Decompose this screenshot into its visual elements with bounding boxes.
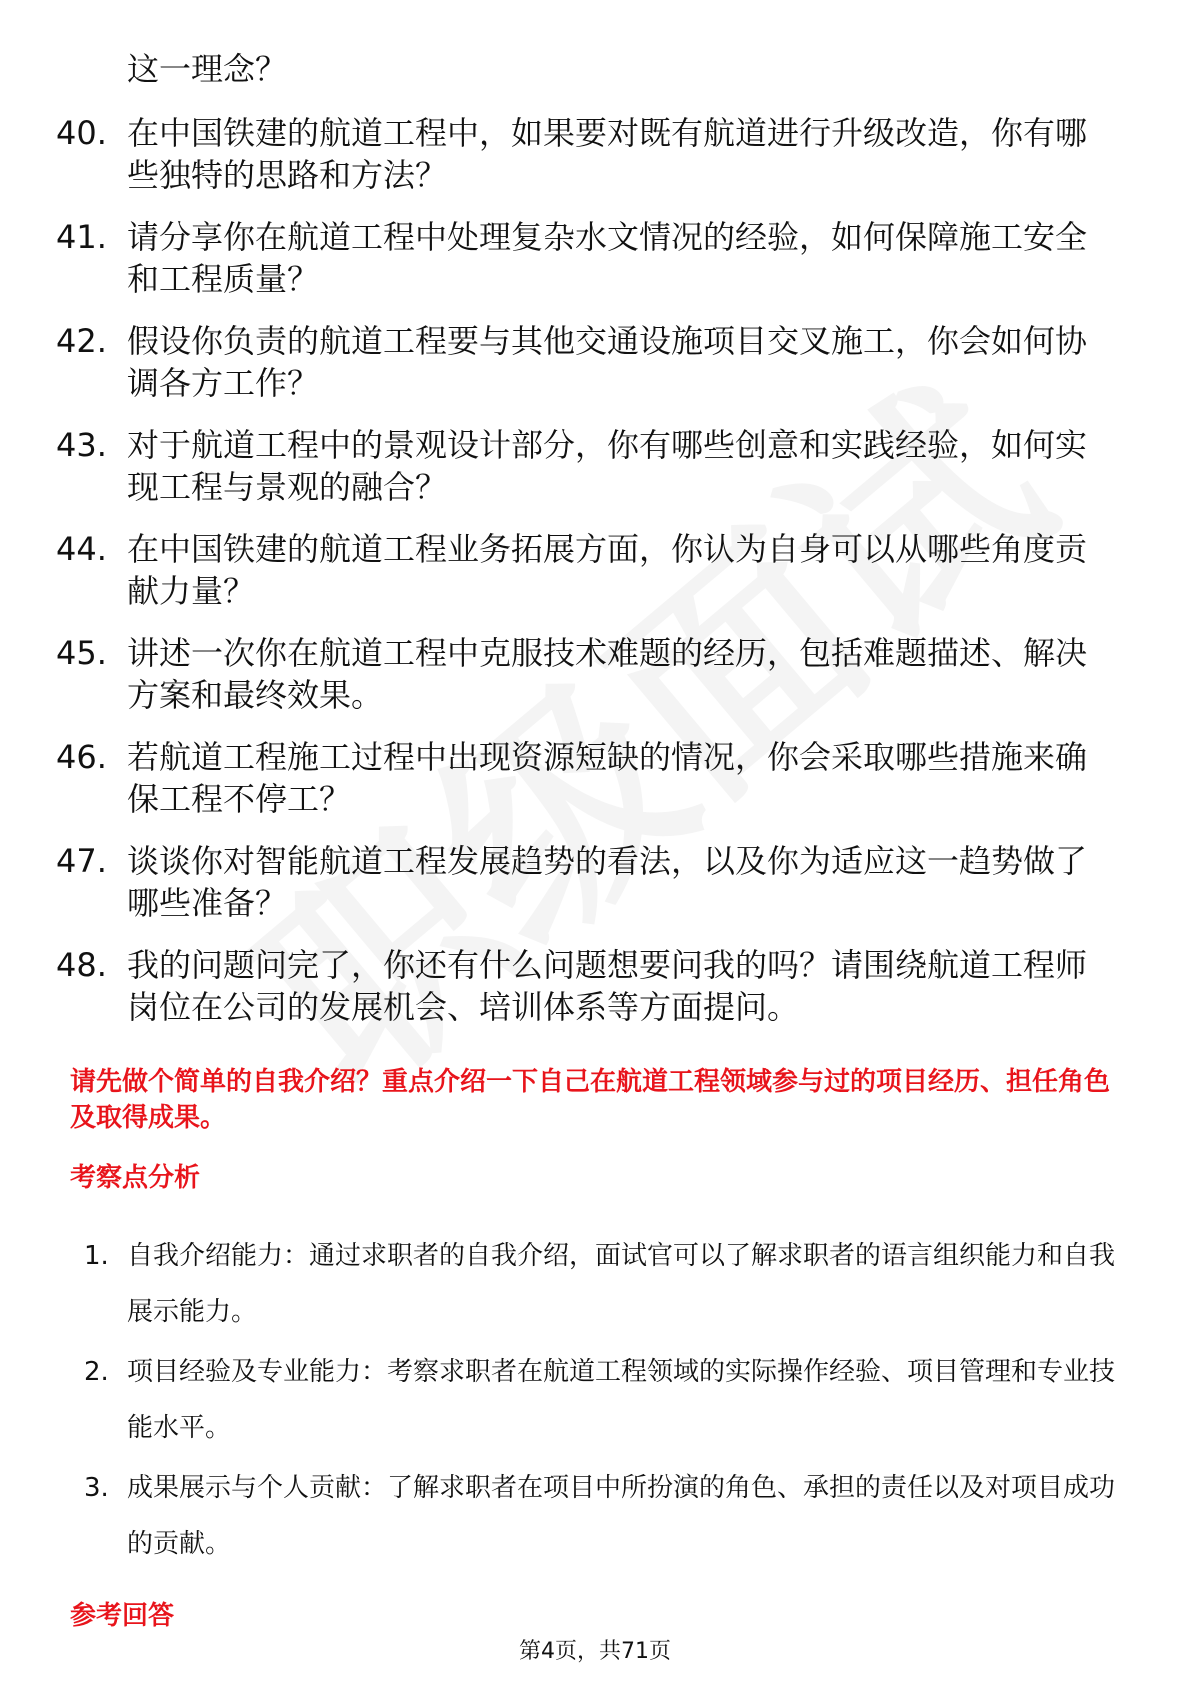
list-item — [56, 632, 1116, 716]
question-list — [56, 112, 1116, 1048]
list-item — [56, 320, 1116, 404]
question-text: 对于航道工程中的景观设计部分，你有哪些创意和实践经验，如何实现工程与景观的融合？ — [127, 426, 1088, 506]
question-text: 若航道工程施工过程中出现资源短缺的情况，你会采取哪些措施来确保工程不停工？ — [127, 738, 1088, 818]
intro-question-heading: 请先做个简单的自我介绍？重点介绍一下自己在航道工程领域参与过的项目经历、担任角色及取得成果。 — [70, 1067, 1111, 1133]
question-number: 42. — [56, 322, 107, 360]
analysis-number: 3. — [84, 1473, 109, 1503]
answer-title: 参考回答 — [70, 1601, 175, 1631]
continuation-text: 这一理念？ — [127, 50, 288, 88]
question-number: 40. — [56, 114, 107, 152]
analysis-text: 成果展示与个人贡献：了解求职者在项目中所扮演的角色、承担的责任以及对项目成功的贡献。 — [127, 1473, 1116, 1559]
list-item — [84, 1228, 1134, 1340]
question-number: 46. — [56, 738, 107, 776]
list-item — [56, 840, 1116, 924]
analysis-text: 自我介绍能力：通过求职者的自我介绍，面试官可以了解求职者的语言组织能力和自我展示能力。 — [127, 1241, 1116, 1327]
question-number: 41. — [56, 218, 107, 256]
question-number: 48. — [56, 946, 107, 984]
question-number: 47. — [56, 842, 107, 880]
analysis-title: 考察点分析 — [70, 1163, 201, 1193]
analysis-number: 2. — [84, 1357, 109, 1387]
list-item — [56, 424, 1116, 508]
list-item — [84, 1460, 1134, 1572]
question-text: 假设你负责的航道工程要与其他交通设施项目交叉施工，你会如何协调各方工作？ — [127, 322, 1088, 402]
list-item — [56, 216, 1116, 300]
question-text: 请分享你在航道工程中处理复杂水文情况的经验，如何保障施工安全和工程质量？ — [127, 218, 1088, 298]
list-item — [84, 1344, 1134, 1456]
list-item — [56, 112, 1116, 196]
analysis-text: 项目经验及专业能力：考察求职者在航道工程领域的实际操作经验、项目管理和专业技能水平。 — [127, 1357, 1116, 1443]
list-item — [56, 528, 1116, 612]
question-number: 44. — [56, 530, 107, 568]
question-number: 45. — [56, 634, 107, 672]
list-item — [56, 944, 1116, 1028]
page-footer: 第4页，共71页 — [519, 1639, 671, 1664]
analysis-number: 1. — [84, 1241, 109, 1271]
question-text: 谈谈你对智能航道工程发展趋势的看法，以及你为适应这一趋势做了哪些准备？ — [127, 842, 1088, 922]
analysis-list — [84, 1228, 1134, 1576]
question-number: 43. — [56, 426, 107, 464]
question-text: 我的问题问完了，你还有什么问题想要问我的吗？请围绕航道工程师岗位在公司的发展机会、培训体系等方面提问。 — [127, 946, 1088, 1026]
question-text: 在中国铁建的航道工程中，如果要对既有航道进行升级改造，你有哪些独特的思路和方法？ — [127, 114, 1088, 194]
question-text: 在中国铁建的航道工程业务拓展方面，你认为自身可以从哪些角度贡献力量？ — [127, 530, 1088, 610]
list-item — [56, 736, 1116, 820]
question-text: 讲述一次你在航道工程中克服技术难题的经历，包括难题描述、解决方案和最终效果。 — [127, 634, 1088, 714]
